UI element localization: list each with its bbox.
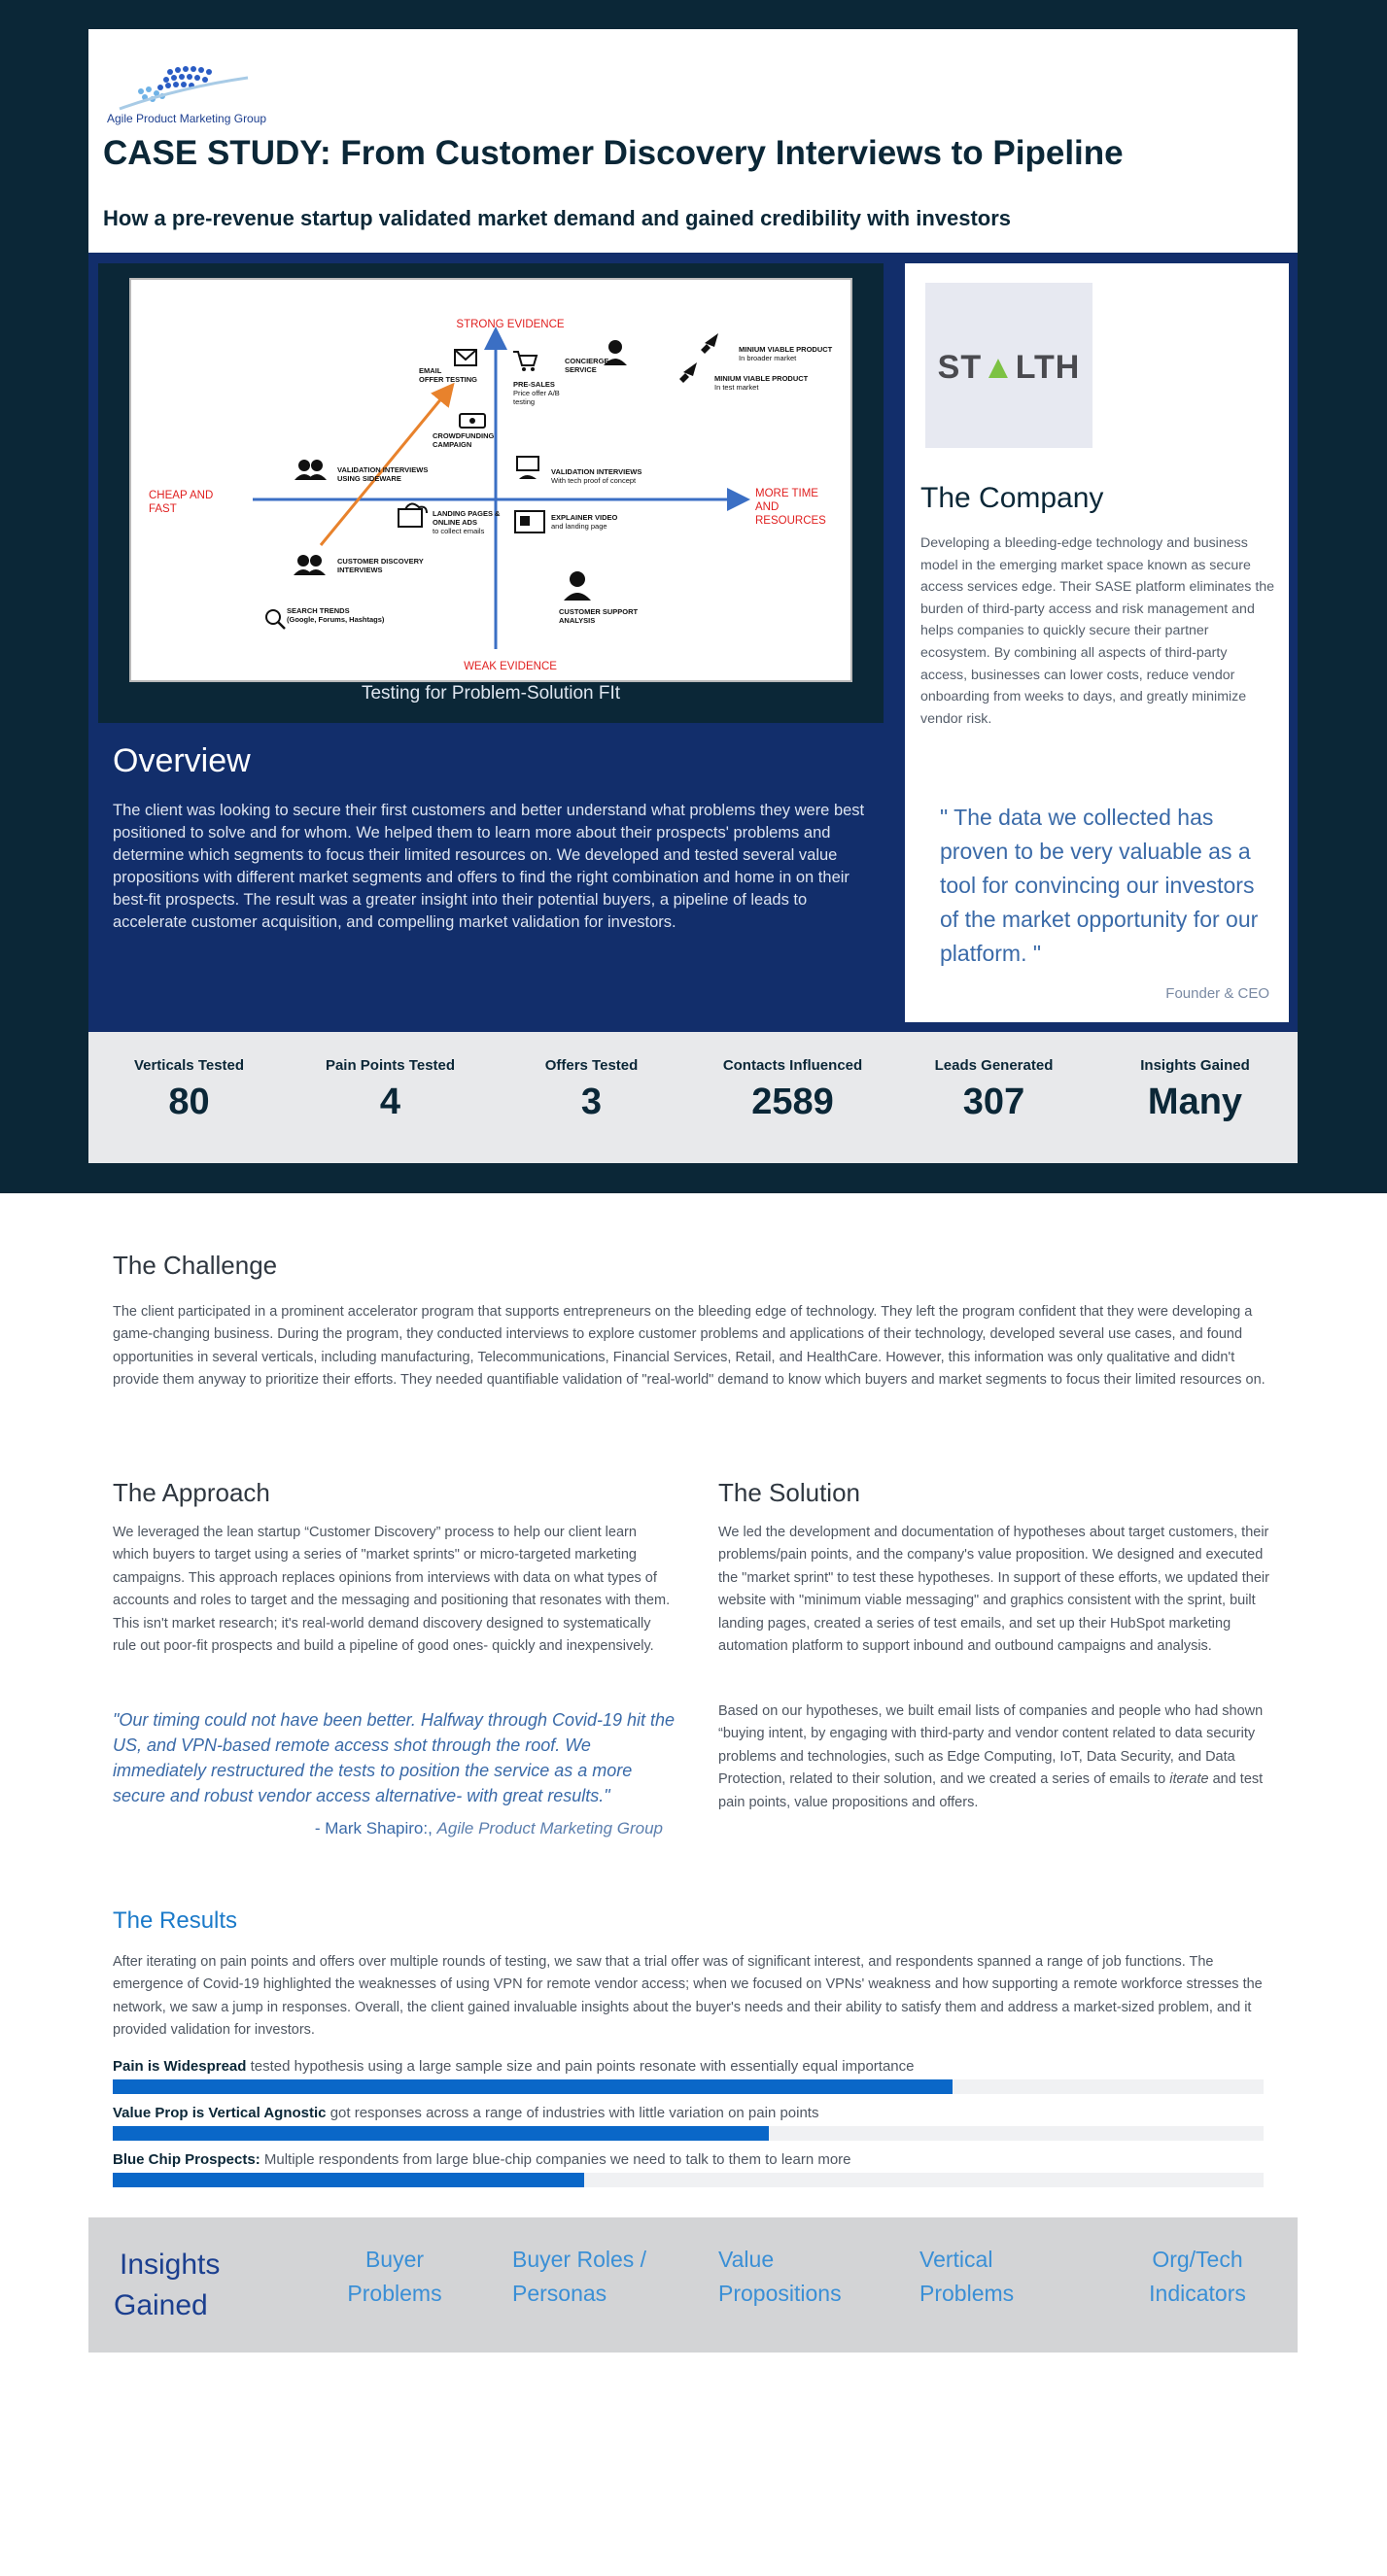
- solution-heading: The Solution: [718, 1478, 860, 1507]
- stat-verticals-tested: Verticals Tested 80: [133, 1057, 245, 1122]
- evidence-diagram: [129, 278, 852, 682]
- svg-text:EXPLAINER VIDEOand landing pag: EXPLAINER VIDEO and landing page: [551, 513, 618, 531]
- ceo-quote: " The data we collected has proven to be very valuable as a tool for convincing our investors of the market opportunity for our platform. ": [940, 805, 1259, 966]
- header: [88, 29, 1298, 253]
- cloud-ad-icon: [399, 509, 422, 527]
- triangle-icon: ▲: [982, 349, 1016, 386]
- logo-text: Agile Product Marketing Group: [107, 112, 267, 125]
- stat-insights-gained: Insights Gained Many: [1140, 1057, 1250, 1122]
- approach-quote-attribution: - Mark Shapiro:, Agile Product Marketing Group: [314, 1819, 663, 1838]
- stealth-logo-text: ST▲LTH: [937, 349, 1081, 386]
- stat-leads-generated: Leads Generated 307: [934, 1057, 1054, 1122]
- insight-value-propositions: Value Propositions: [718, 2247, 842, 2306]
- stats-bar: [88, 1032, 1298, 1163]
- insight-org-tech-indicators: Org/Tech Indicators: [1149, 2247, 1246, 2306]
- svg-text:CUSTOMER SUPPORTANALYSIS: CUSTOMER SUPPORT ANALYSIS: [559, 607, 639, 625]
- progress-fill: [113, 2173, 584, 2187]
- svg-text:MINIUM VIABLE PRODUCTIn broade: MINIUM VIABLE PRODUCT In broader market: [739, 345, 833, 362]
- overview-heading: Overview: [113, 742, 251, 779]
- explainer-video-item: [515, 511, 618, 532]
- stealth-logo: [925, 283, 1092, 448]
- svg-text:EMAILOFFER TESTING: EMAIL OFFER TESTING: [419, 366, 477, 384]
- stat-pain-points-tested: Pain Points Tested 4: [325, 1057, 456, 1122]
- cart-icon: [513, 352, 537, 365]
- stat-offers-tested: Offers Tested 3: [544, 1057, 639, 1122]
- svg-text:MINIUM VIABLE PRODUCTIn test m: MINIUM VIABLE PRODUCT In test market: [714, 374, 809, 392]
- results-heading: The Results: [113, 1907, 238, 1934]
- axis-left-label: CHEAP AND FAST: [149, 490, 214, 515]
- result-bar-blue-chip: Blue Chip Prospects: Multiple respondents from large blue-chip companies we need to talk to them to learn more: [113, 2151, 1264, 2187]
- axis-bottom-label: WEAK EVIDENCE: [464, 661, 557, 672]
- progress-fill: [113, 2126, 769, 2141]
- approach-body: We leveraged the lean startup “Customer Discovery” process to help our client learn which buyers to target using a series of "market sprints" or micro-targeted marketing campaigns. This approach replaces opinions from interviews with data on what types of accounts and roles to target and the messaging and positioning that resonates with them. This isn't market research; it's real-world demand discovery designed to systematically rule out poor-fit prospects and build a pipeline of good ones- quickly and inexpensively.: [113, 1525, 671, 1655]
- challenge-heading: The Challenge: [113, 1251, 278, 1280]
- validation-proof-item: [517, 457, 641, 485]
- progress-track: [113, 2079, 1264, 2094]
- svg-text:CUSTOMER DISCOVERYINTERVIEWS: CUSTOMER DISCOVERY INTERVIEWS: [337, 557, 424, 574]
- rocket-icon: [701, 333, 718, 354]
- approach-heading: The Approach: [113, 1478, 270, 1507]
- insight-buyer-problems: Buyer Problems: [347, 2247, 442, 2306]
- result-bar-vertical-agnostic: Value Prop is Vertical Agnostic got responses across a range of industries with little variation on pain points: [113, 2105, 1264, 2141]
- svg-text:PRE-SALESPrice offer A/Btestin: PRE-SALES Price offer A/B testing: [513, 380, 560, 406]
- mvp-broader-item: [701, 333, 833, 362]
- result-bar-pain-widespread: Pain is Widespread tested hypothesis using a large sample size and pain points resonate with essentially equal importance: [113, 2058, 1264, 2094]
- svg-text:CROWDFUNDINGCAMPAIGN: CROWDFUNDING CAMPAIGN: [433, 431, 495, 449]
- insights-gained-bar: [88, 2217, 1298, 2353]
- figure-caption: Testing for Problem-Solution FIt: [361, 683, 621, 704]
- email-offer-item: [419, 350, 477, 384]
- pre-sales-item: [513, 352, 560, 406]
- customer-support-item: [559, 571, 639, 625]
- search-trends-item: [266, 606, 385, 629]
- page-subtitle: How a pre-revenue startup validated market demand and gained credibility with investors: [103, 206, 1012, 230]
- rocket-icon: [679, 362, 697, 383]
- insight-vertical-problems: Vertical Problems: [919, 2247, 1015, 2306]
- overview-body: The client was looking to secure their first customers and better understand what problems they were best positioned to solve and for whom. We helped them to learn more about their prospects' problems and determine which segments to focus their limited resources on. We developed and tested several value propositions with different market segments and offers to find the right combination and home in on their best-fit prospects. The result was a greater insight into their potential buyers, a pipeline of leads to accelerate customer acquisition, and compelling market validation for investors.: [113, 802, 865, 931]
- progress-track: [113, 2173, 1264, 2187]
- insights-title: Insights Gained: [114, 2249, 221, 2321]
- approach-quote: "Our timing could not have been better. Halfway through Covid-19 hit the US, and VPN-based remote access shot through the roof. We immediately restructured the tests to position the service as a more secure and robust vendor access alternative- with great results.": [113, 1710, 676, 1805]
- ceo-quote-attribution: Founder & CEO: [1165, 985, 1269, 1002]
- challenge-body: The client participated in a prominent accelerator program that supports entrepreneurs on the bleeding edge of technology. They left the program confident that they were developing a game-changing business. During the program, they conducted interviews to explore customer problems and applications of their technology, developed several use cases, and found opportunities in several verticals, including manufacturing, Telecommunications, Financial Services, Retail, and HealthCare. However, this information was only qualitative and didn't provide them anyway to prioritize their efforts. They needed quantifiable validation of "real-world" demand to know which buyers and market segments to focus their limited resources on.: [113, 1304, 1266, 1389]
- svg-text:SEARCH TRENDS(Google, Forums,: SEARCH TRENDS (Google, Forums, Hashtags): [287, 606, 385, 624]
- solution-body-2: Based on our hypotheses, we built email lists of companies and people who had shown “buying intent, by engaging with third-party and vendor content related to data security problems and technologies, such as Edge Computing, IoT, Data Security, and Data Protection, related to their solution, and we created a series of emails to iterate and test pain points, value propositions and offers.: [718, 1703, 1264, 1810]
- concierge-item: [565, 340, 627, 374]
- landing-pages-item: [399, 503, 501, 535]
- svg-text:CONCIERGESERVICE: CONCIERGE SERVICE: [565, 357, 609, 374]
- svg-text:VALIDATION INTERVIEWSUSING SID: VALIDATION INTERVIEWS USING SIDEWARE: [337, 465, 429, 483]
- headset-person-icon: [608, 340, 622, 354]
- validation-sideware-item: [295, 460, 428, 483]
- stat-contacts-influenced: Contacts Influenced 2589: [722, 1057, 863, 1122]
- group-icon: [295, 460, 327, 480]
- customer-discovery-item: [294, 555, 424, 575]
- svg-text:LANDING PAGES &ONLINE ADSto co: LANDING PAGES & ONLINE ADS to collect emails: [433, 509, 501, 535]
- mvp-test-item: [679, 362, 809, 392]
- group-icon: [294, 555, 326, 575]
- results-body: After iterating on pain points and offers over multiple rounds of testing, we saw that a trial offer was of significant interest, and respondents spanned a range of job functions. The emergence of Covid-19 highlighted the weaknesses of using VPN for remote vendor access; when we focused on VPNs' weakness and how supporting a remote workforce stresses the network, we saw a jump in responses. Overall, the client gained invaluable insights about the buyer's needs and their ability to satisfy them and address a market-sized problem, and it provided validation for investors.: [113, 1954, 1263, 2039]
- axis-right-label: MORE TIME AND RESOURCES: [755, 488, 826, 527]
- crowdfunding-item: [433, 414, 494, 449]
- solution-body-1: We led the development and documentation of hypotheses about target customers, their problems/pain points, and the company's value proposition. We designed and executed the "market sprint" to test these hypotheses. In support of these efforts, we updated their website with "minimum viable messaging" and graphics consistent with the sprint, built landing pages, created a series of test emails, and set up their HubSpot marketing automation platform to support inbound and outbound campaigns and analysis.: [718, 1525, 1269, 1655]
- progress-track: [113, 2126, 1264, 2141]
- page-title: CASE STUDY: From Customer Discovery Interviews to Pipeline: [103, 134, 1124, 172]
- insight-buyer-roles: Buyer Roles / Personas: [512, 2247, 647, 2306]
- group-icon: [517, 457, 538, 470]
- company-heading: The Company: [920, 482, 1104, 514]
- svg-text:VALIDATION INTERVIEWSWith tech: VALIDATION INTERVIEWS With tech proof of concept: [551, 467, 642, 485]
- axis-top-label: STRONG EVIDENCE: [456, 319, 565, 330]
- progress-fill: [113, 2079, 953, 2094]
- support-person-icon: [570, 571, 585, 587]
- company-body: Developing a bleeding-edge technology and business model in the emerging market space known as secure access services edge. Their SASE platform eliminates the burden of third-party access and risk management and helps companies to quickly secure their partner ecosystem. By combining all aspects of third-party access, businesses can lower costs, reduce vendor onboarding from weeks to days, and greatly minimize vendor risk.: [920, 535, 1275, 727]
- search-trend-icon: [266, 610, 280, 624]
